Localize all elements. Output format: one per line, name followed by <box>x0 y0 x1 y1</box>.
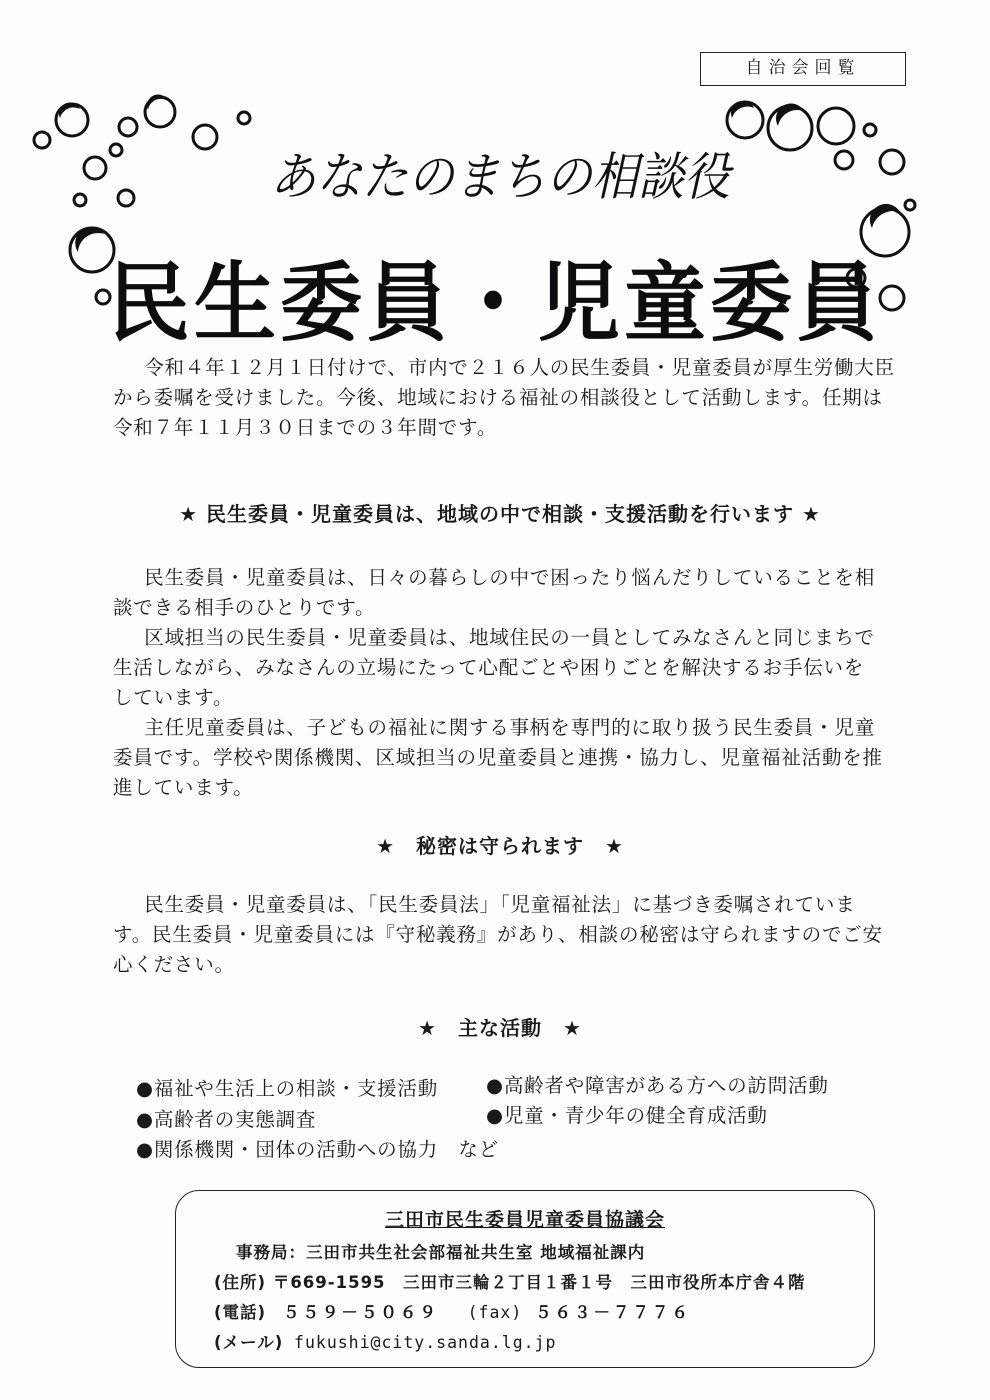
section1-heading: ★ 民生委員・児童委員は、地域の中で相談・支援活動を行います ★ <box>179 502 821 526</box>
phone-line <box>214 1299 691 1323</box>
office-line: 事務局：三田市共生社会部福祉共生室 地域福祉課内 <box>236 1243 646 1262</box>
email-line <box>214 1329 556 1353</box>
email-address[interactable]: fukushi@city.sanda.lg.jp <box>294 1333 557 1352</box>
activity-item: ●高齢者の実態調査 <box>136 1108 317 1131</box>
activity-item: ●関係機関・団体の活動への協力 など <box>136 1138 499 1161</box>
email-label: (メール) <box>214 1333 284 1352</box>
activity-item: ●児童・青少年の健全育成活動 <box>486 1104 768 1127</box>
subtitle: あなたのまちの相談役 <box>270 146 730 207</box>
circulation-notice-box: 自治会回覧 <box>700 52 906 86</box>
section1-body <box>113 563 883 803</box>
section2-body <box>113 890 883 980</box>
page-title: 民生委員・児童委員 <box>107 253 882 354</box>
phone-number: ５５９－５０６９ <box>282 1303 439 1322</box>
section3-heading: ★ 主な活動 ★ <box>418 1016 582 1040</box>
activity-item: ●福祉や生活上の相談・支援活動 <box>136 1077 439 1100</box>
address-line: (住所) 〒669-1595 三田市三輪２丁目１番１号 三田市役所本庁舎４階 <box>214 1273 806 1292</box>
organization-name: 三田市民生委員児童委員協議会 <box>384 1209 665 1231</box>
section2-paragraph: 民生委員・児童委員は、「民生委員法」「児童福祉法」に基づき委嘱されています。民生委員・児童委員には『守秘義務』があり、相談の秘密は守られますのでご安心ください。 <box>113 893 883 976</box>
phone-label: (電話) <box>214 1303 267 1322</box>
fax-label: (fax) <box>467 1303 523 1322</box>
contact-box <box>175 1190 875 1368</box>
section1-paragraph: 区域担当の民生委員・児童委員は、地域住民の一員としてみなさんと同じまちで生活しながら、みなさんの立場にたって心配ごとや困りごとを解決するお手伝いをしています。 <box>113 626 875 709</box>
section2-heading: ★ 秘密は守られます ★ <box>376 834 624 858</box>
section1-paragraph: 民生委員・児童委員は、日々の暮らしの中で困ったり悩んだりしていることを相談できる相手のひとりです。 <box>113 566 875 619</box>
intro-text: 令和４年１２月１日付けで、市内で２１６人の民生委員・児童委員が厚生労働大臣から委嘱を受けました。今後、地域における福祉の相談役として活動します。任期は令和７年１１月３０日までの３年間です。 <box>113 356 895 439</box>
fax-number: ５６３－７７７６ <box>535 1303 692 1322</box>
section1-paragraph: 主任児童委員は、子どもの福祉に関する事柄を専門的に取り扱う民生委員・児童委員です。学校や関係機関、区域担当の児童委員と連携・協力し、児童福祉活動を推進しています。 <box>113 716 883 799</box>
intro-paragraph <box>113 353 903 443</box>
activity-item: ●高齢者や障害がある方への訪問活動 <box>486 1074 829 1097</box>
